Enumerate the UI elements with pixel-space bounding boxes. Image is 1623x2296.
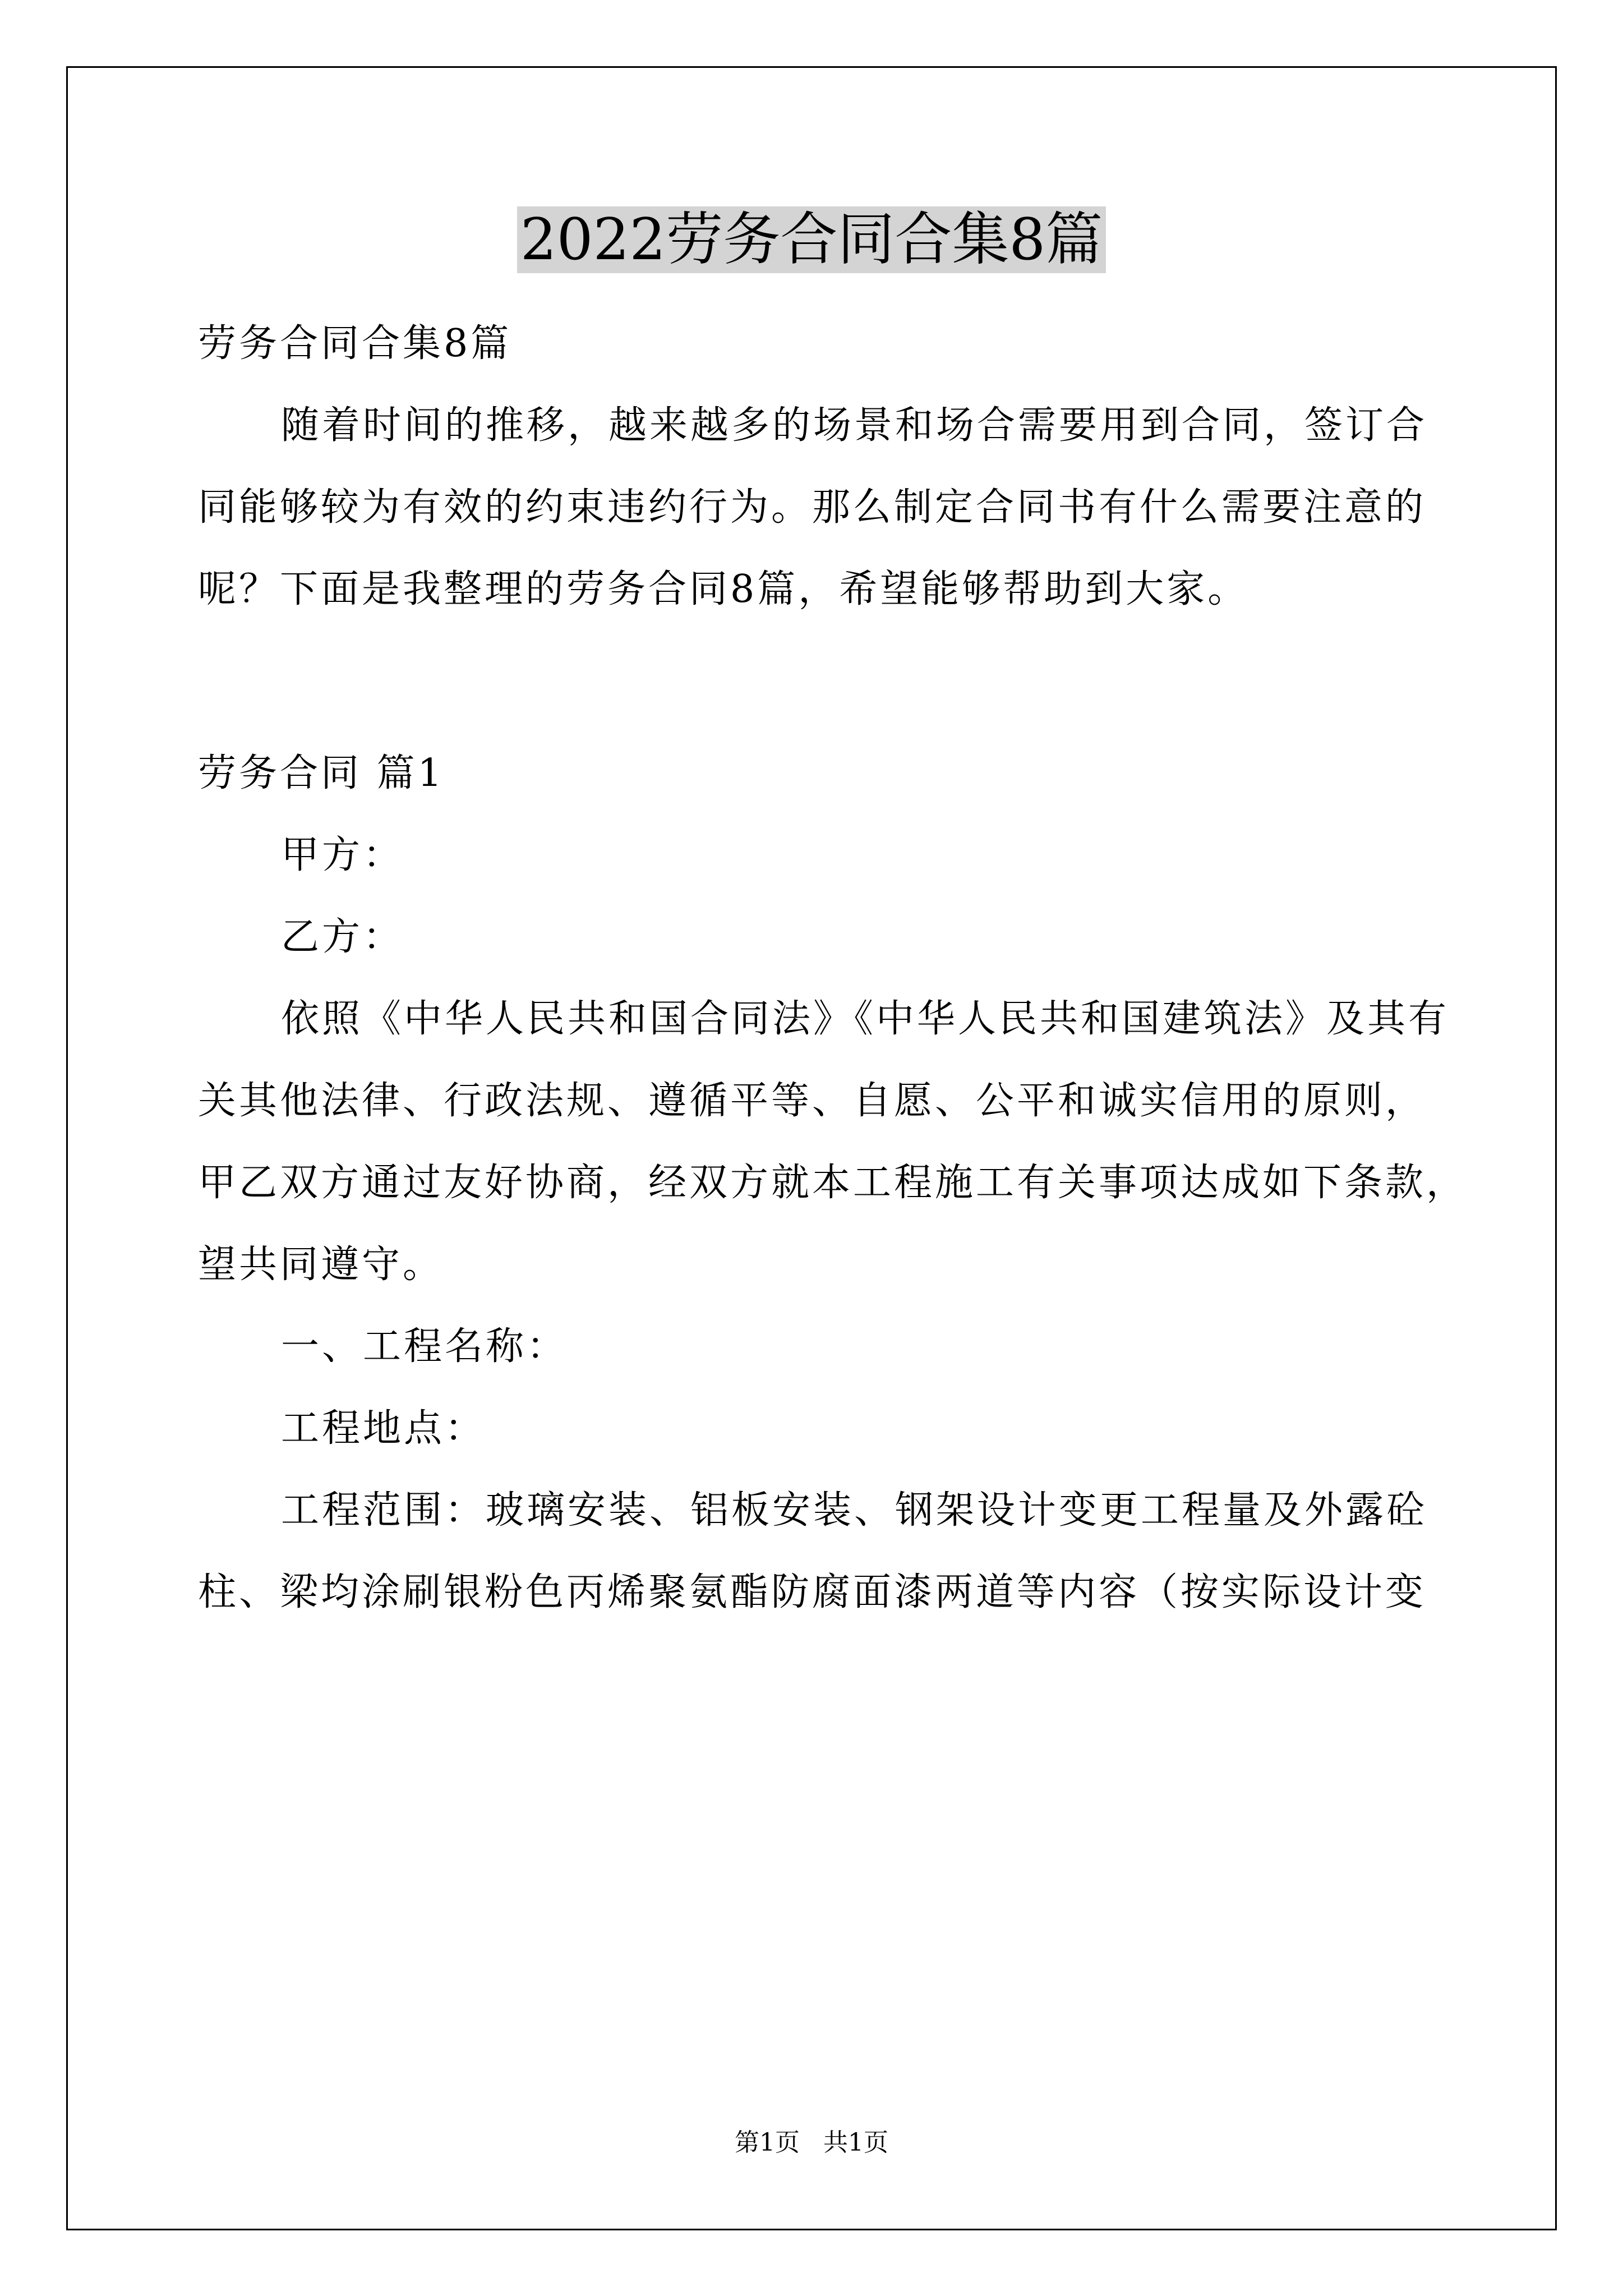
section-gap	[198, 631, 1426, 733]
party-b-label: 乙方：	[281, 915, 404, 959]
clause-project-location: 工程地点：	[281, 1406, 486, 1451]
intro-line-3: 呢？下面是我整理的劳务合同8篇，希望能够帮助到大家。	[198, 567, 1249, 611]
party-a-label: 甲方：	[281, 833, 404, 877]
document-title	[0, 201, 1623, 279]
scope-line-1: 工程范围：玻璃安装、铝板安装、钢架设计变更工程量及外露砼	[281, 1488, 1428, 1533]
intro-line-1: 随着时间的推移，越来越多的场景和场合需要用到合同，签订合	[281, 403, 1428, 448]
basis-line-2: 关其他法律、行政法规、遵循平等、自愿、公平和诚实信用的原则，	[198, 1079, 1427, 1123]
document-body	[198, 303, 1468, 1634]
basis-line-3: 甲乙双方通过友好协商，经双方就本工程施工有关事项达成如下条款，	[198, 1161, 1468, 1205]
document-subtitle: 劳务合同合集8篇	[198, 321, 512, 366]
scope-line-2: 柱、梁均涂刷银粉色丙烯聚氨酯防腐面漆两道等内容（按实际设计变	[198, 1570, 1427, 1614]
section-heading: 劳务合同 篇1	[198, 751, 445, 795]
page-footer: 第1页 共1页	[735, 2128, 888, 2157]
basis-line-4: 望共同遵守。	[198, 1243, 444, 1287]
document-title-text: 2022劳务合同合集8篇	[517, 206, 1106, 273]
basis-line-1: 依照《中华人民共和国合同法》《中华人民共和国建筑法》及其有	[281, 997, 1450, 1041]
intro-line-2: 同能够较为有效的约束违约行为。那么制定合同书有什么需要注意的	[198, 485, 1427, 530]
clause-project-name: 一、工程名称：	[281, 1324, 568, 1369]
